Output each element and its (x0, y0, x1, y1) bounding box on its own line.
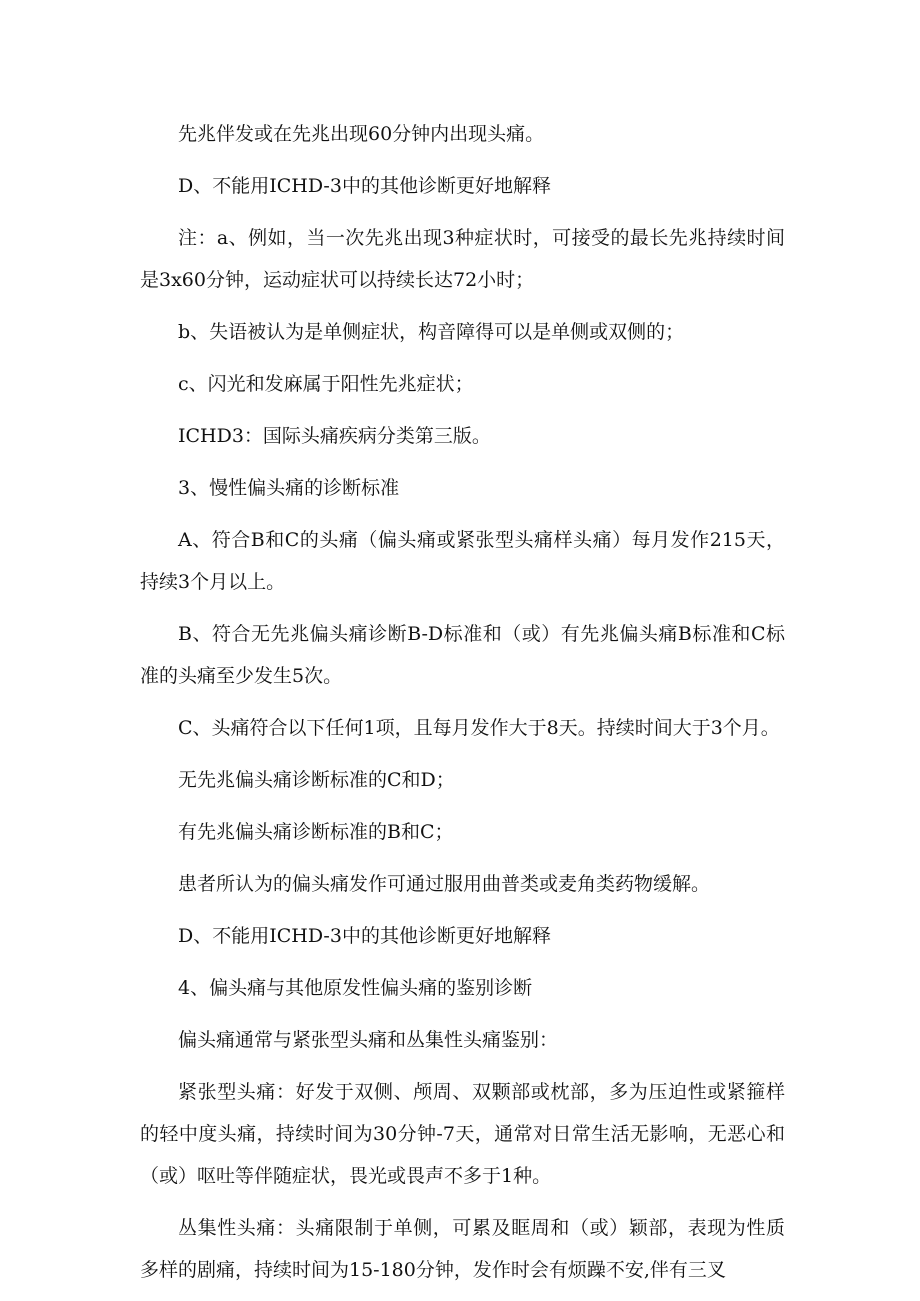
paragraph-ichd3-definition: ICHD3：国际头痛疾病分类第三版。 (178, 425, 491, 447)
document-body (140, 113, 785, 1301)
paragraph-criterion-d: D、不能用ICHD-3中的其他诊断更好地解释 (178, 175, 551, 197)
paragraph-tension-type-headache: 紧张型头痛：好发于双侧、颅周、双颗部或枕部，多为压迫性或紧箍样的轻中度头痛，持续时间为30分钟-7天，通常对日常生活无影响，无恶心和（或）呕吐等伴随症状，畏光或畏声不多于1种。 (140, 1081, 785, 1187)
paragraph-differential-intro: 偏头痛通常与紧张型头痛和丛集性头痛鉴别： (178, 1029, 559, 1051)
paragraph-note-b: b、失语被认为是单侧症状，构音障得可以是单侧或双侧的； (178, 321, 685, 343)
paragraph-chronic-criterion-d: D、不能用ICHD-3中的其他诊断更好地解释 (178, 925, 551, 947)
paragraph-chronic-criterion-c: C、头痛符合以下任何1项，且每月发作大于8天。持续时间大于3个月。 (178, 717, 780, 739)
section-heading-chronic-migraine: 3、慢性偏头痛的诊断标准 (178, 477, 400, 499)
paragraph-cluster-headache: 丛集性头痛：头痛限制于单侧，可累及眶周和（或）颖部，表现为性质多样的剧痛，持续时间为15-180分钟，发作时会有烦躁不安,伴有三叉 (140, 1217, 785, 1281)
paragraph-note-c: c、闪光和发麻属于阳性先兆症状； (178, 373, 474, 395)
paragraph-without-aura-cd: 无先兆偏头痛诊断标准的C和D； (178, 769, 455, 791)
paragraph-with-aura-bc: 有先兆偏头痛诊断标准的B和C； (178, 821, 454, 843)
paragraph-triptan-relief: 患者所认为的偏头痛发作可通过服用曲普类或麦角类药物缓解。 (178, 873, 711, 895)
paragraph-chronic-criterion-b: B、符合无先兆偏头痛诊断B-D标准和（或）有先兆偏头痛B标准和C标准的头痛至少发生5次。 (140, 623, 785, 687)
paragraph-aura-onset: 先兆伴发或在先兆出现60分钟内出现头痛。 (178, 123, 545, 145)
section-heading-differential-diagnosis: 4、偏头痛与其他原发性偏头痛的鉴别诊断 (178, 977, 533, 999)
paragraph-note-a: 注：a、例如，当一次先兆出现3种症状时，可接受的最长先兆持续时间是3x60分钟，运动症状可以持续长达72小时； (140, 227, 785, 291)
paragraph-chronic-criterion-a: A、符合B和C的头痛（偏头痛或紧张型头痛样头痛）每月发作215天，持续3个月以上。 (140, 529, 785, 593)
